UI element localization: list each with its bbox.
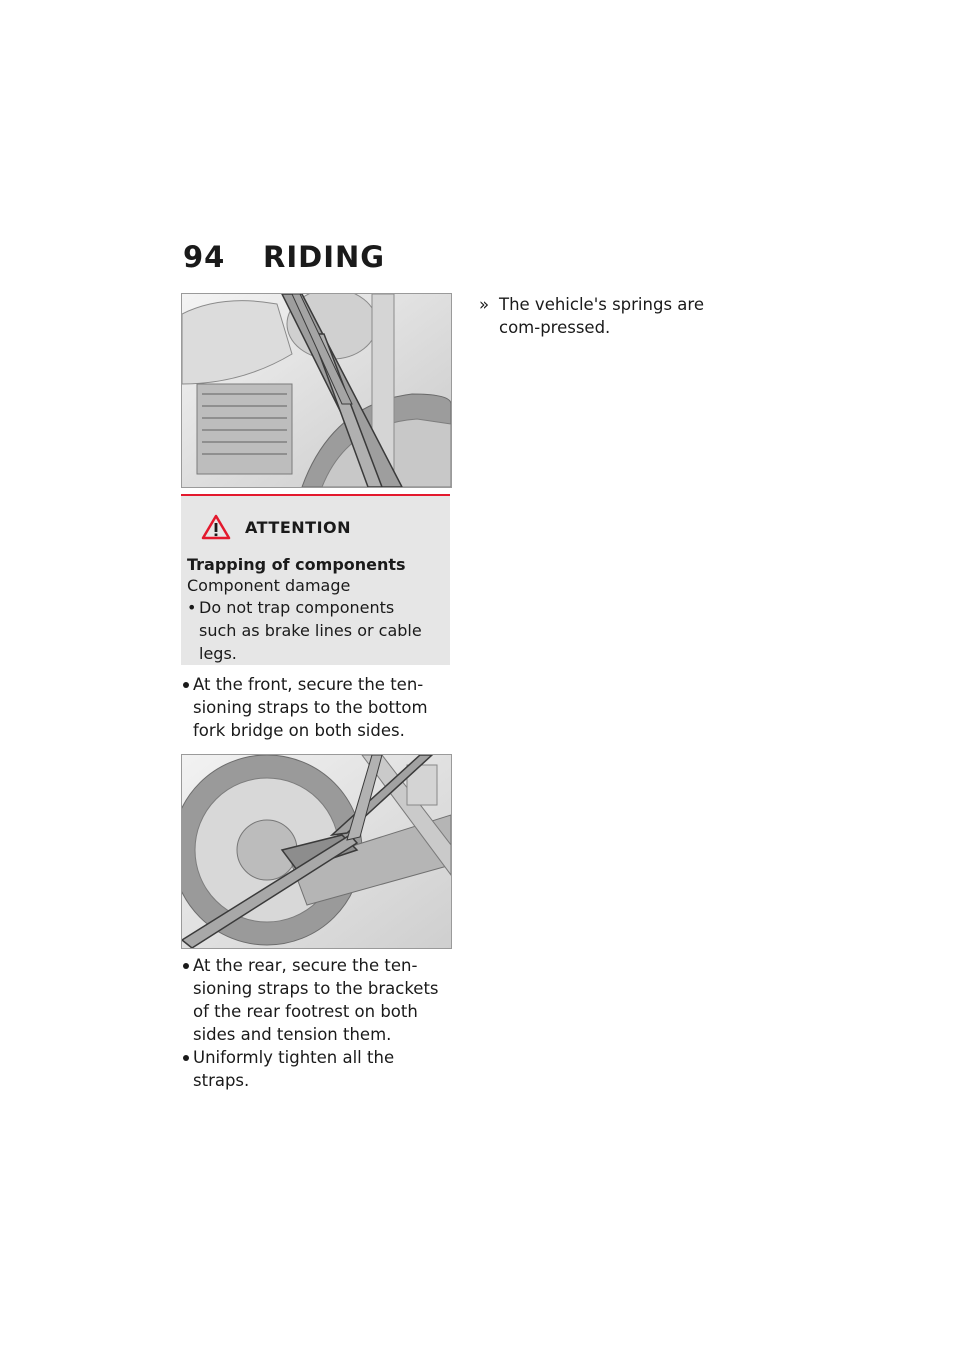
attention-header <box>201 514 436 540</box>
front-steps-list <box>181 673 451 742</box>
rear-footrest-strap-figure <box>181 754 452 949</box>
bullet-dot <box>183 963 189 969</box>
attention-subtitle: Trapping of components <box>187 555 406 574</box>
step-text: Uniformly tighten all the straps. <box>193 1048 395 1090</box>
front-fork-strap-figure <box>181 293 452 488</box>
warning-triangle-icon <box>201 514 231 540</box>
attention-heading: ATTENTION <box>245 517 352 537</box>
attention-bullet: • Do not trap components such as brake lines or cable legs. <box>187 596 436 665</box>
list-item <box>181 954 451 1046</box>
motorcycle-rear-straps-illustration <box>182 755 451 948</box>
list-item <box>181 673 451 742</box>
motorcycle-front-straps-illustration <box>182 294 451 487</box>
result-arrow-icon: » <box>479 295 490 314</box>
section-title: RIDING <box>263 240 386 274</box>
rear-steps-list <box>181 954 451 1092</box>
list-item <box>181 1046 451 1092</box>
result-text: The vehicle's springs are com-pressed. <box>499 295 704 337</box>
attention-box <box>181 494 450 665</box>
bullet-dot <box>183 1055 189 1061</box>
result-text-block <box>479 293 749 339</box>
bullet-dot <box>183 682 189 688</box>
page-number: 94 <box>183 240 226 274</box>
step-text: At the rear, secure the ten-sioning straps to the brackets of the rear footrest on both sides and tension them. <box>193 956 439 1044</box>
page-header <box>183 240 385 274</box>
attention-text: Component damage <box>187 576 351 595</box>
step-text: At the front, secure the ten-sioning straps to the bottom fork bridge on both sides. <box>193 675 428 740</box>
